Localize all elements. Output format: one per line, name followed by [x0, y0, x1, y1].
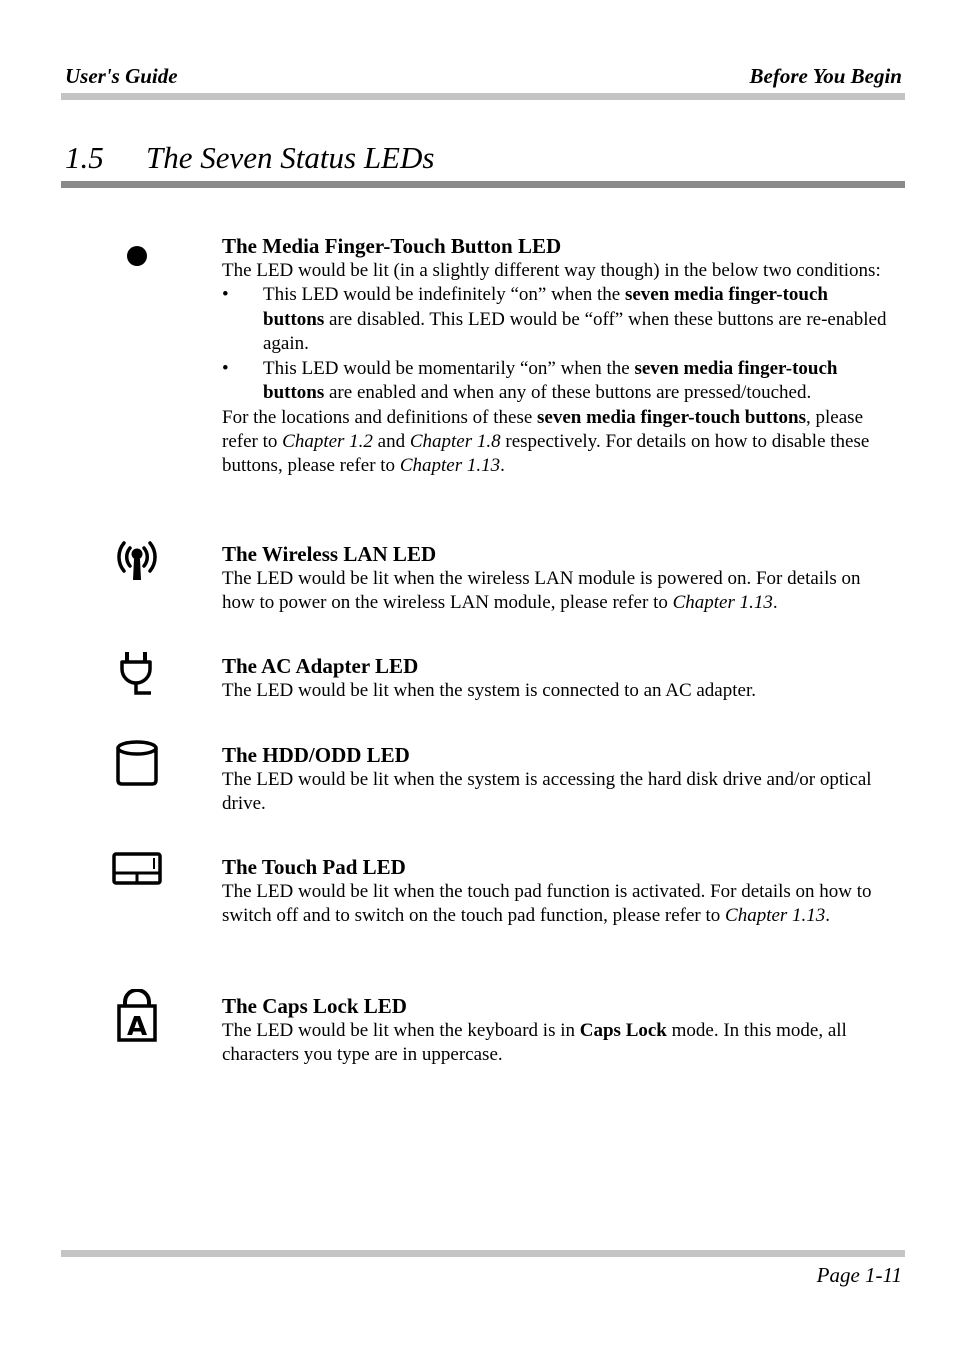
entry-body: The LED would be lit when the system is accessing the hard disk drive and/or optical drive.: [222, 769, 872, 815]
entry-title: The Media Finger-Touch Button LED: [222, 234, 562, 258]
text-run: mode. In this mode, all characters you type are in uppercase.: [222, 1020, 847, 1066]
header-rule: [61, 93, 905, 100]
text-run: The LED would be lit when the wireless LAN module is powered on. For details on how to power on the wireless LAN module, please refer to: [222, 568, 861, 614]
bullet-text: This LED would be indefinitely “on” when the: [263, 284, 625, 306]
bullet-text: are enabled and when any of these buttons are pressed/touched.: [324, 382, 812, 404]
text-run: respectively. For details on how to disable these buttons, please refer to: [222, 431, 870, 477]
entry-intro: The LED would be lit (in a slightly different way though) in the below two conditions:: [222, 260, 881, 281]
entry-body: [222, 567, 892, 616]
ac-plug-icon: [118, 650, 156, 696]
text-run: The LED would be lit when the touch pad function is activated. For details on how to switch off and to switch on the touch pad function, please refer to: [222, 881, 872, 927]
bullet-bold: seven media finger-touch buttons: [263, 358, 838, 404]
bullet-bold: seven media finger-touch buttons: [263, 284, 828, 330]
bullet-list: [222, 283, 892, 405]
entry-title: The Wireless LAN LED: [222, 542, 437, 566]
bold-run: seven media finger-touch buttons: [537, 406, 807, 428]
header-right: Before You Begin: [749, 64, 902, 88]
page-number: Page 1-11: [816, 1263, 902, 1287]
bold-run: Caps Lock: [579, 1020, 667, 1041]
wireless-antenna-icon: [113, 537, 161, 583]
list-item: [222, 283, 892, 356]
chapter-ref: Chapter 1.2: [282, 431, 373, 453]
entry-body: [222, 1019, 892, 1068]
entry-hdd-odd: [222, 743, 892, 817]
section-title-text: The Seven Status LEDs: [146, 140, 435, 175]
list-item: [222, 357, 892, 406]
entry-title: The Touch Pad LED: [222, 855, 406, 879]
caps-lock-letter: A: [126, 1012, 148, 1042]
entry-caps-lock: [222, 994, 892, 1068]
hdd-cylinder-icon: [114, 739, 160, 787]
entry-media-led: [222, 234, 892, 479]
entry-outro: [222, 406, 892, 479]
header-left: User's Guide: [65, 64, 178, 88]
text-run: .: [772, 592, 778, 614]
chapter-ref: Chapter 1.13: [725, 905, 826, 927]
text-run: For the locations and definitions of these: [222, 406, 538, 428]
entry-body: [222, 880, 892, 929]
entry-wireless-lan: [222, 542, 892, 616]
entry-touch-pad: [222, 855, 892, 929]
bullet-text: This LED would be momentarily “on” when the: [263, 358, 635, 380]
section-rule: [61, 181, 905, 188]
entry-title: The Caps Lock LED: [222, 994, 407, 1018]
text-run: and: [372, 431, 410, 453]
chapter-ref: Chapter 1.13: [672, 592, 773, 614]
footer-rule: [61, 1250, 905, 1257]
entry-ac-adapter: [222, 654, 892, 703]
caps-lock-icon: [116, 989, 158, 1043]
chapter-ref: Chapter 1.13: [399, 455, 501, 477]
entry-body: The LED would be lit when the system is connected to an AC adapter.: [222, 680, 756, 701]
section-title: [65, 140, 434, 176]
media-led-dot-icon: [126, 245, 148, 267]
bullet-glyph: •: [222, 284, 229, 306]
entry-title: The AC Adapter LED: [222, 654, 419, 678]
text-run: , please refer to: [222, 406, 864, 453]
bullet-glyph: •: [222, 358, 229, 380]
text-run: The LED would be lit when the keyboard is in: [222, 1020, 580, 1041]
chapter-ref: Chapter 1.8: [409, 431, 501, 453]
text-run: .: [500, 455, 505, 477]
entry-title: The HDD/ODD LED: [222, 743, 410, 767]
bullet-text: are disabled. This LED would be “off” when these buttons are re-enabled again.: [263, 308, 887, 354]
section-number: 1.5: [65, 140, 104, 175]
touchpad-icon: [112, 852, 162, 885]
text-run: .: [825, 905, 831, 927]
